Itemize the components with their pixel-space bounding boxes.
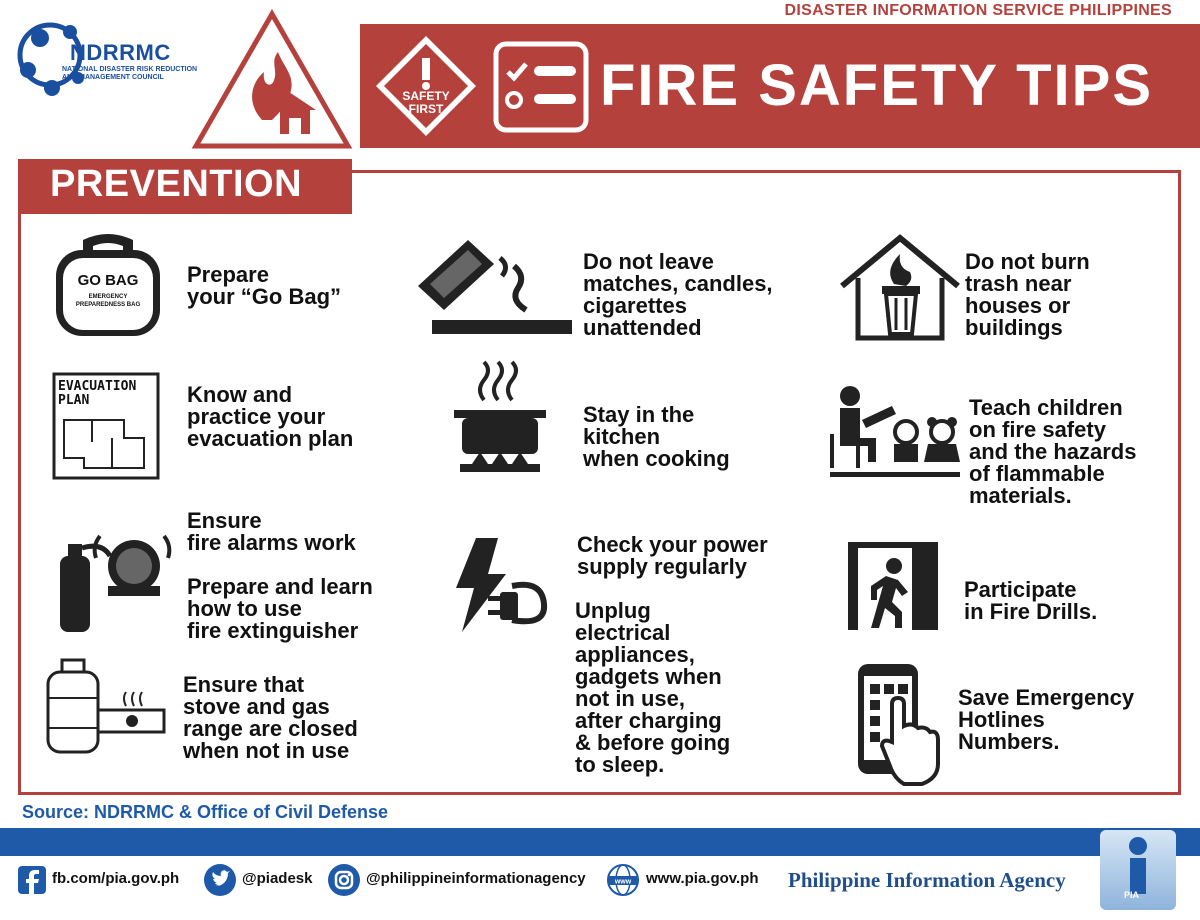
fire-exit-icon [846, 540, 940, 632]
tip-drills-line1: Participate [964, 577, 1077, 602]
tip-burn-trash [965, 251, 1090, 339]
evacuation-plan-icon [52, 372, 160, 480]
tip-evac-line1: Know and [187, 382, 293, 407]
tip-unplug-line1: Unplug [575, 598, 651, 623]
tip-teach-children [969, 397, 1136, 507]
tip-fire-alarms [187, 510, 356, 554]
tip-power-supply [577, 534, 768, 578]
tip-children-line4: of flammable [969, 461, 1105, 486]
pia-badge-text: PIA [1124, 890, 1140, 900]
safety-text-2: FIRST [408, 102, 444, 116]
source-credit: Source: NDRRMC & Office of Civil Defense [22, 802, 389, 822]
top-tagline: DISASTER INFORMATION SERVICE PHILIPPINES [784, 2, 1172, 19]
tip-unplug-line2: electrical [575, 620, 671, 645]
go-bag-sub1: EMERGENCY [88, 294, 128, 300]
fire-alarm-extinguisher-icon [52, 520, 172, 635]
tip-gas-line4: when not in use [183, 738, 350, 763]
website-globe-icon[interactable] [607, 864, 639, 896]
tip-power-line2: supply regularly [577, 554, 747, 579]
tip-children-line1: Teach children [969, 395, 1123, 420]
tip-unplug-line5: not in use, [575, 686, 685, 711]
tip-matches [583, 251, 773, 339]
tip-matches-line1: Do not leave [583, 249, 714, 274]
tip-gas-line3: range are closed [183, 716, 358, 741]
www-icon-text: www [614, 878, 632, 886]
tip-children-line5: materials. [969, 483, 1072, 508]
phone-hotline-icon [856, 662, 940, 784]
instagram-icon[interactable] [328, 864, 360, 896]
electric-plug-icon [452, 536, 552, 636]
tip-kitchen-line3: when cooking [583, 446, 730, 471]
tip-go-bag-line1: Prepare [187, 262, 269, 287]
tip-trash-line3: houses or [965, 293, 1071, 318]
tip-children-line3: and the hazards [969, 439, 1137, 464]
tip-ext-line1: Prepare and learn [187, 574, 373, 599]
checklist-icon [494, 42, 588, 132]
twitter-icon[interactable] [204, 864, 236, 896]
evac-label-2: PLAN [58, 393, 90, 408]
tip-alarm-line2: fire alarms work [187, 530, 356, 555]
tip-gas-line1: Ensure that [183, 672, 305, 697]
tip-gas-stove [183, 674, 358, 762]
tip-evac-line3: evacuation plan [187, 426, 354, 451]
tip-evacuation [187, 384, 353, 450]
evac-label-1: EVACUATION [58, 379, 137, 394]
tip-hotline-line3: Numbers. [958, 729, 1060, 754]
tip-unplug-line6: after charging [575, 708, 722, 733]
go-bag-icon [48, 230, 168, 340]
twitter-link[interactable]: @piadesk [242, 870, 313, 887]
agency-name: Philippine Information Agency [788, 868, 1066, 892]
tip-matches-line3: cigarettes [583, 293, 687, 318]
tip-fire-drills [964, 579, 1097, 623]
tip-go-bag [187, 264, 341, 308]
tip-trash-line1: Do not burn [965, 249, 1090, 274]
tip-trash-line2: trash near [965, 271, 1072, 296]
tip-unplug-line3: appliances, [575, 642, 695, 667]
tip-hotlines [958, 687, 1134, 753]
tip-hotline-line2: Hotlines [958, 707, 1045, 732]
fire-warning-triangle-icon [192, 10, 352, 150]
safety-text-1: SAFETY [402, 89, 450, 103]
tip-ext-line2: how to use [187, 596, 302, 621]
tip-unplug [575, 600, 730, 776]
tip-ext-line3: fire extinguisher [187, 618, 359, 643]
facebook-link[interactable]: fb.com/pia.gov.ph [52, 870, 180, 887]
safety-first-icon [372, 32, 480, 140]
matches-cigarette-icon [414, 236, 574, 346]
section-title: PREVENTION [50, 163, 303, 205]
tip-alarm-line1: Ensure [187, 508, 262, 533]
tip-unplug-line8: to sleep. [575, 752, 665, 777]
go-bag-label: GO BAG [77, 272, 139, 289]
tip-unplug-line7: & before going [575, 730, 731, 755]
footer-bar [0, 828, 1200, 856]
tip-kitchen [583, 404, 730, 470]
teacher-children-icon [828, 384, 962, 480]
go-bag-sub2: PREPAREDNESS BAG [75, 302, 141, 308]
instagram-link[interactable]: @philippineinformationagency [366, 870, 586, 887]
tip-gas-line2: stove and gas [183, 694, 330, 719]
burning-trash-house-icon [838, 234, 962, 344]
tip-trash-line4: buildings [965, 315, 1063, 340]
facebook-icon[interactable] [18, 866, 46, 894]
tip-evac-line2: practice your [187, 404, 326, 429]
tip-kitchen-line2: kitchen [583, 424, 661, 449]
tip-drills-line2: in Fire Drills. [964, 599, 1098, 624]
tip-unplug-line4: gadgets when [575, 664, 722, 689]
website-link[interactable]: www.pia.gov.ph [646, 870, 759, 887]
cooking-pot-icon [450, 364, 550, 480]
org-long-name: NATIONAL DISASTER RISK REDUCTION AND MANAGEMENT COUNCIL [62, 66, 198, 81]
tip-power-line1: Check your power [577, 532, 768, 557]
tip-hotline-line1: Save Emergency [958, 685, 1135, 710]
tip-matches-line2: matches, candles, [583, 271, 773, 296]
org-short-name: NDRRMC [70, 40, 171, 65]
tip-kitchen-line1: Stay in the [583, 402, 695, 427]
tip-extinguisher [187, 576, 373, 642]
page-title: FIRE SAFETY TIPS [600, 53, 1154, 118]
tip-matches-line4: unattended [583, 315, 702, 340]
gas-stove-icon [46, 658, 166, 758]
tip-children-line2: on fire safety [969, 417, 1106, 442]
tip-go-bag-line2: your “Go Bag” [187, 284, 342, 309]
